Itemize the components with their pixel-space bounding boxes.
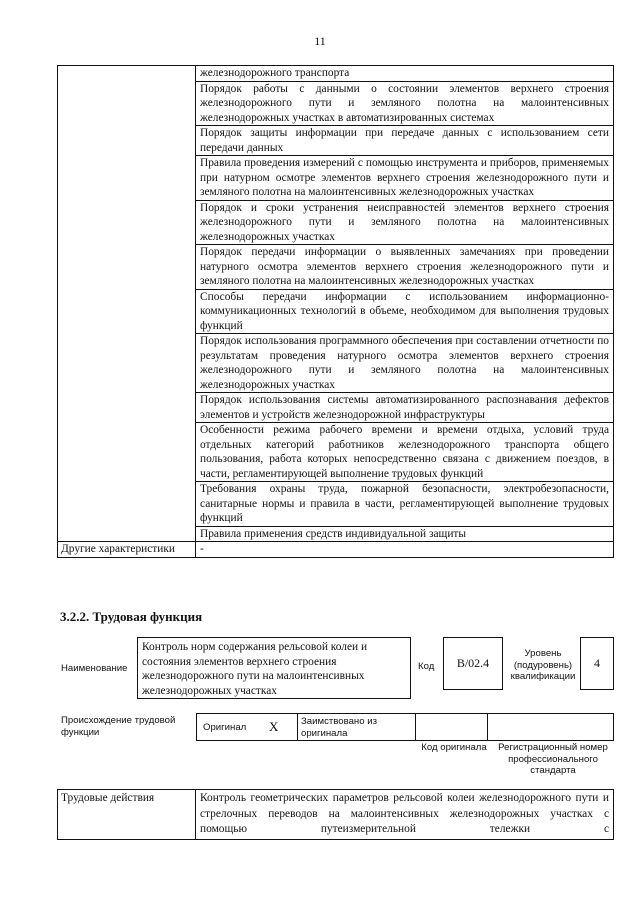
requirement-cell: Порядок работы с данными о состоянии элементов верхнего строения железнодорожного пути и земляного полотна на малоинтенсивных железнодорожных участках в автоматизированных системах	[196, 81, 614, 126]
requirement-cell: Правила проведения измерений с помощью инструмента и приборов, применяемых при натурном осмотре элементов верхнего строения железнодорожного пути и земляного полотна на малоинтенсивных железнодорожных участках	[196, 156, 614, 201]
actions-table	[57, 789, 614, 840]
borrowed-label: Заимствовано из оригинала	[301, 716, 377, 739]
requirement-cell: Правила применения средств индивидуальной защиты	[196, 526, 614, 542]
table-row	[58, 790, 614, 840]
other-characteristics-value: -	[196, 542, 614, 558]
code-original-caption: Код оригинала	[421, 742, 487, 753]
level-label: Уровень (подуровень) квалификации	[510, 648, 576, 682]
actions-label: Трудовые действия	[58, 790, 196, 840]
requirement-cell: Требования охраны труда, пожарной безопасности, электробезопасности, санитарные нормы и правила в части, регламентирующей выполнение трудовых функций	[196, 482, 614, 527]
origin-row	[196, 713, 614, 741]
requirement-cell: Способы передачи информации с использованием информационно-коммуникационных технологий в объеме, необходимом для выполнения трудовых функций	[196, 289, 614, 334]
section-title: 3.2.2. Трудовая функция	[60, 609, 203, 624]
name-label: Наименование	[61, 663, 128, 674]
requirement-cell: Порядок передачи информации о выявленных замечаниях при проведении натурного осмотра элементов верхнего строения железнодорожного пути и земляного полотна на малоинтенсивных железнодорожных участках	[196, 245, 614, 290]
actions-value: Контроль геометрических параметров рельсовой колеи железнодорожного пути и стрелочных переводов на малоинтенсивных железнодорожных участках с помощью путеизмерительной тележки с	[196, 790, 614, 840]
function-name-box: Контроль норм содержания рельсовой колеи и состояния элементов верхнего строения железнодорожного пути на малоинтенсивных железнодорожных участках	[137, 637, 411, 699]
requirement-cell: Порядок использования системы автоматизированного распознавания дефектов элементов и устройств железнодорожной инфраструктуры	[196, 393, 614, 423]
row-label-cell	[58, 66, 196, 542]
reg-number-caption: Регистрационный номер профессионального стандарта	[498, 742, 608, 776]
borrowed-cell	[297, 714, 416, 740]
level-value-box: 4	[580, 637, 614, 690]
requirement-cell: Порядок и сроки устранения неисправностей элементов верхнего строения железнодорожного пути и земляного полотна на малоинтенсивных железнодорожных участках	[196, 200, 614, 245]
reg-number-cell	[487, 714, 613, 740]
table-row	[58, 542, 614, 558]
requirement-cell: Особенности режима рабочего времени и времени отдыха, условий труда отдельных категорий работников железнодорожного транспорта общего пользования, работа которых непосредственно связана с движением поездов, в части, регламентирующей выполнение трудовых функций	[196, 423, 614, 482]
original-label: Оригинал	[203, 722, 247, 733]
origin-label: Происхождение трудовой функции	[61, 715, 176, 738]
page-number: 11	[314, 34, 326, 48]
requirement-cell: Порядок защиты информации при передаче данных с использованием сети передачи данных	[196, 126, 614, 156]
requirement-cell: железнодорожного транспорта	[196, 66, 614, 82]
table-row	[58, 66, 614, 82]
code-original-cell	[415, 714, 488, 740]
code-label: Код	[418, 661, 435, 672]
original-mark: X	[269, 719, 279, 734]
code-value-box: В/02.4	[443, 637, 503, 690]
original-cell	[197, 714, 298, 740]
requirement-cell: Порядок использования программного обеспечения при составлении отчетности по результатам проведения натурного осмотра элементов верхнего строения железнодорожного пути и земляного полотна на малоинтенсивных железнодорожных участках	[196, 334, 614, 393]
requirements-table	[57, 65, 614, 558]
other-characteristics-label: Другие характеристики	[58, 542, 196, 558]
